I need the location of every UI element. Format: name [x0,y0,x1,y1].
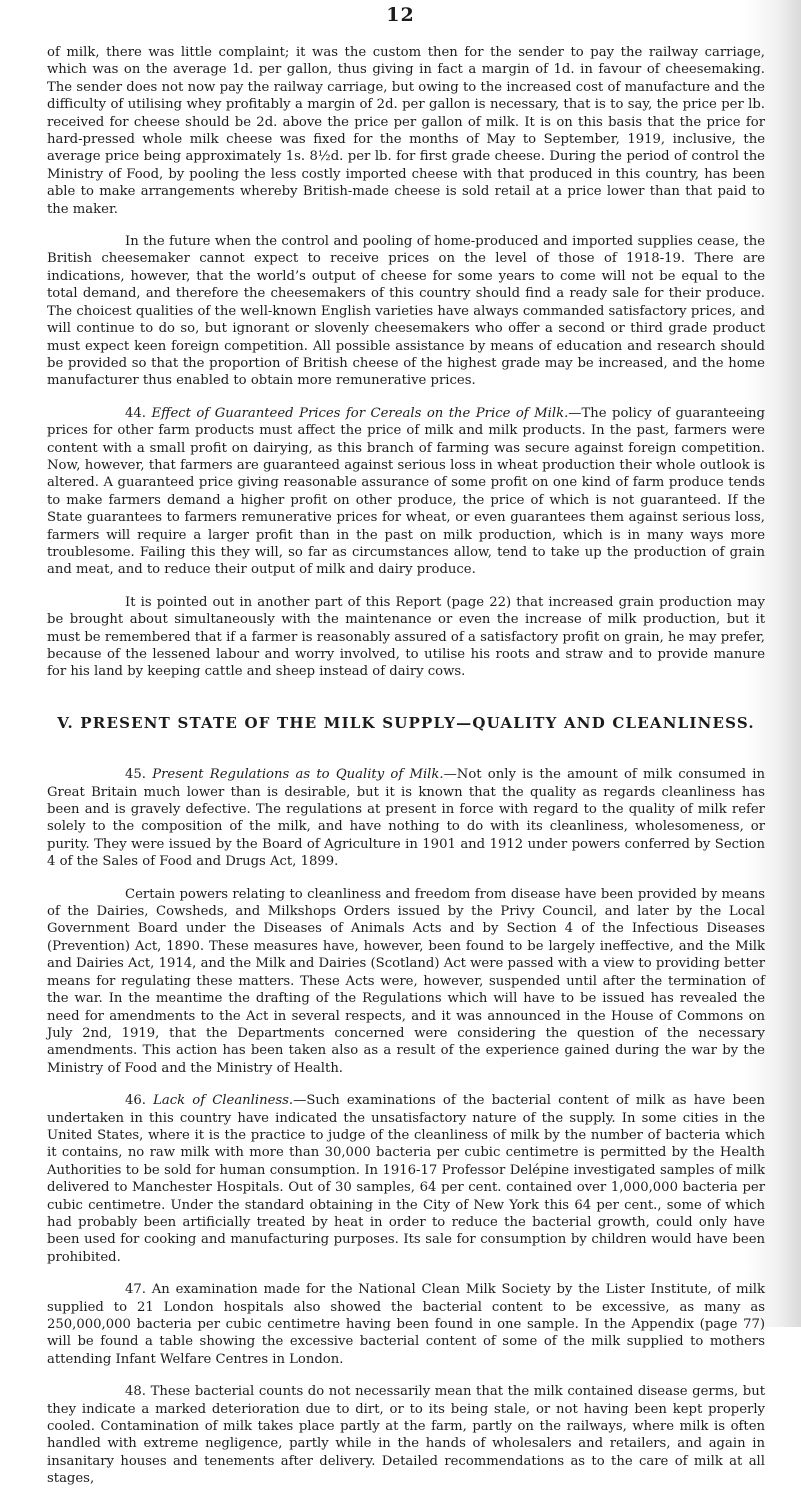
body-text [47,44,765,1488]
paragraph-cheese-price: of milk, there was little complaint; it was the custom then for the sender to pay the railway carriage, which was on the average 1d. per gallon, thus giving in fact a margin of 1d. in favour of cheesemaking. The sender does not now pay the railway carriage, but owing to the increased cost of manufacture and the difficulty of utilising whey profitably a margin of 2d. per gallon is necessary, that is to say, the price per lb. received for cheese should be 2d. above the price per gallon of milk. It is on this basis that the price for hard-pressed whole milk cheese was fixed for the months of May to September, 1919, inclusive, the average price being approximately 1s. 8½d. per lb. for first grade cheese. During the period of control the Ministry of Food, by pooling the less costly imported cheese with that produced in this country, has been able to make arrangements whereby British-made cheese is sold retail at a price lower than that paid to the maker. [47,45,765,217]
paragraph-47: 47. An examination made for the National Clean Milk Society by the Lister Institute, of milk supplied to 21 London hospitals also showed the bacterial content to be excessive, as many as 250,000,000 bacteria per cubic centimetre having been found in one sample. In the Appendix (page 77) will be found a table showing the excessive bacterial content of some of the milk supplied to mothers attending Infant Welfare Centres in London. [47,1282,765,1367]
paragraph-body: —Not only is the amount of milk consumed in Great Britain much lower than is desirable, but it is known that the quality as regards cleanliness has been and is gravely defective. The regulations at present in force with regard to the quality of milk refer solely to the composition of the milk, and have nothing to do with its cleanliness, wholesomeness, or purity. They were issued by the Board of Agriculture in 1901 and 1912 under powers conferred by Section 4 of the Sales of Food and Drugs Act, 1899. [47,767,765,870]
paragraph-title: Lack of Cleanliness. [153,1093,294,1109]
paragraph-future-control: In the future when the control and pooling of home-produced and imported supplies cease, the British cheesemaker cannot expect to receive prices on the level of those of 1918-19. There are indications, however, that the world’s output of cheese for some years to come will not be equal to the total demand, and therefore the cheesemakers of this country should find a ready sale for their produce. The choicest qualities of the well-known English varieties have always commanded satisfactory prices, and will continue to do so, but ignorant or slovenly cheesemakers who offer a second or third grade product must expect keen foreign competition. All possible assistance by means of education and research should be provided so that the proportion of British cheese of the highest grade may be increased, and the home manufacturer thus enabled to obtain more remunerative prices. [47,234,765,389]
paragraph-title: Present Regulations as to Quality of Milk. [152,767,444,783]
paragraph-44 [47,405,765,579]
paragraph-body: —Such examinations of the bacterial content of milk as have been undertaken in this country have indicated the unsatisfactory nature of the supply. In some cities in the United States, where it is the practice to judge of the cleanliness of milk by the number of bacteria which it contains, no raw milk with more than 30,000 bacteria per cubic centimetre is permitted by the Health Authorities to be sold for human consumption. In 1916-17 Professor Delépine investigated samples of milk delivered to Manchester Hospitals. Out of 30 samples, 64 per cent. contained over 1,000,000 bacteria per cubic centimetre. Under the standard obtaining in the City of New York this 64 per cent., some of which had probably been artificially treated by heat in order to reduce the bacterial growth, could only have been used for cooking and manufacturing purposes. Its sale for consumption by children would have been prohibited. [47,1093,765,1265]
paragraph-number: 46. [125,1093,146,1109]
page-number: 12 [386,4,415,26]
paragraph-number: 44. [125,405,146,421]
paragraph-number: 45. [125,767,146,783]
paragraph-grain-production: It is pointed out in another part of this Report (page 22) that increased grain production may be brought about simultaneously with the maintenance or even the increase of milk production, but it must be remembered that if a farmer is reasonably assured of a satisfactory profit on grain, he may prefer, because of the lessened labour and worry involved, to utilise his roots and straw and to provide manure for his land by keeping cattle and sheep instead of dairy cows. [47,594,765,680]
paragraph-48: 48. These bacterial counts do not necessarily mean that the milk contained disease germs, but they indicate a marked deterioration due to dirt, or to its being stale, or not having been kept properly cooled. Contamination of milk takes place partly at the farm, partly on the railways, where milk is often handled with extreme negligence, partly while in the hands of wholesalers and retailers, and again in insanitary houses and tenements after delivery. Detailed recommendations as to the care of milk at all stages, [47,1384,765,1487]
paragraph-title: Effect of Guaranteed Prices for Cereals on the Price of Milk. [151,405,569,421]
paragraph-46 [47,1092,765,1266]
paragraph-cleanliness-powers: Certain powers relating to cleanliness and freedom from disease have been provided by means of the Dairies, Cowsheds, and Milkshops Orders issued by the Privy Council, and later by the Local Government Board under the Diseases of Animals Acts and by Section 4 of the Infectious Diseases (Prevention) Act, 1890. These measures have, however, been found to be largely ineffective, and the Milk and Dairies Act, 1914, and the Milk and Dairies (Scotland) Act were passed with a view to providing better means for regulating these matters. These Acts were, however, suspended until after the termination of the war. In the meantime the drafting of the Regulations which will have to be issued has revealed the need for amendments to the Act in several respects, and it was announced in the House of Commons on July 2nd, 1919, that the Departments concerned were considering the question of the necessary amendments. This action has been taken also as a result of the experience gained during the war by the Ministry of Food and the Ministry of Health. [47,886,765,1076]
paragraph-45 [47,766,765,870]
section-heading: V. PRESENT STATE OF THE MILK SUPPLY—QUALITY AND CLEANLINESS. [57,713,755,732]
paragraph-body: —The policy of guaranteeing prices for other farm products must affect the price of milk and milk products. In the past, farmers were content with a small profit on dairying, as this branch of farming was secure against foreign competition. Now, however, that farmers are guaranteed against serious loss in wheat production their whole outlook is altered. A guaranteed price giving reasonable assurance of some profit on one kind of farm produce tends to make farmers demand a higher profit on other produce, the price of which is not guaranteed. If the State guarantees to farmers remunerative prices for wheat, or even guarantees them against serious loss, farmers will require a larger profit than in the past on milk production, which is in many ways more troublesome. Failing this they will, so far as circumstances allow, tend to take up the production of grain and meat, and to reduce their output of milk and dairy produce. [47,405,765,578]
